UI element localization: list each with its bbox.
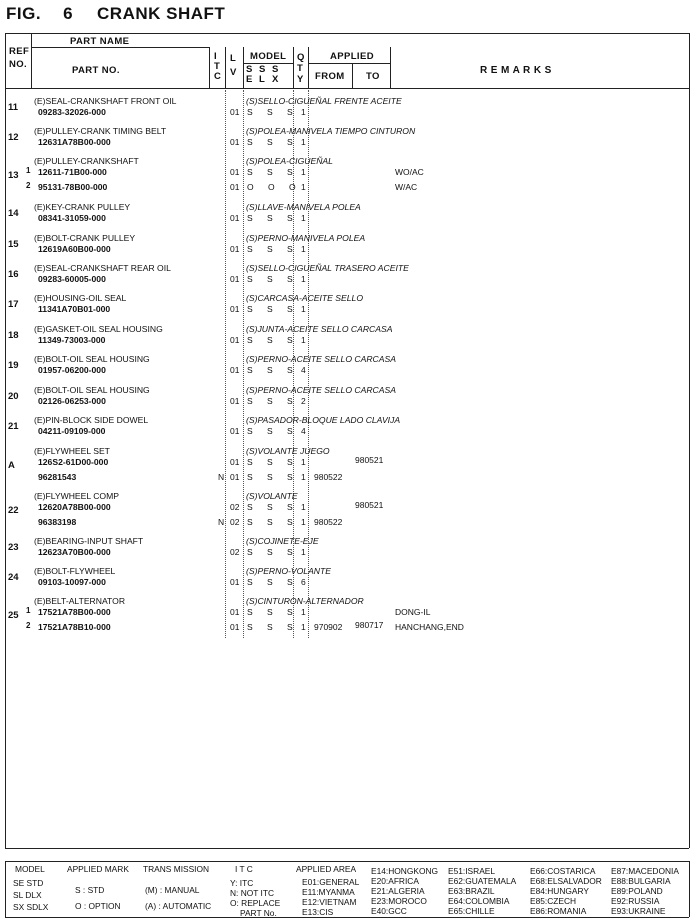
part-name: (E)SEAL-CRANKSHAFT REAR OIL — [34, 263, 171, 273]
quantity: 1 — [301, 457, 306, 467]
quantity: 1 — [301, 274, 306, 284]
part-name: (E)PULLEY-CRANKSHAFT — [34, 156, 139, 166]
quantity: 2 — [301, 396, 306, 406]
level-value: 01 — [230, 396, 240, 406]
model-applicability: S S S — [247, 472, 299, 482]
col-model-line — [243, 47, 244, 88]
header-itc: I T C — [214, 51, 222, 82]
ref-number: 15 — [8, 239, 19, 250]
level-value: 01 — [230, 304, 240, 314]
part-name: (E)BOLT-CRANK PULLEY — [34, 233, 136, 243]
body-guide-applied — [308, 90, 309, 638]
header-model: MODEL — [250, 51, 287, 62]
model-applicability: S S S — [247, 213, 299, 223]
quantity: 1 — [301, 547, 306, 557]
quantity: 1 — [301, 182, 306, 192]
fig-number: 6 — [63, 4, 74, 23]
col-lv-line — [225, 47, 226, 88]
sub-index: 1 — [26, 166, 31, 175]
level-value: 02 — [230, 517, 240, 527]
model-applicability: S S S — [247, 335, 299, 345]
ref-number: 11 — [8, 102, 19, 113]
part-name: (E)HOUSING-OIL SEAL — [34, 293, 127, 303]
part-name: (E)BEARING-INPUT SHAFT — [34, 536, 144, 546]
part-description-es: (S)PERNO-ACEITE SELLO CARCASA — [246, 385, 396, 395]
part-number: 96281543 — [38, 472, 77, 482]
part-name: (E)FLYWHEEL SET — [34, 446, 110, 456]
part-description-es: (S)LLAVE-MANIVELA POLEA — [246, 202, 361, 212]
header-bottom-border — [5, 88, 689, 89]
part-number: 11349-73003-000 — [38, 335, 106, 345]
header-part-no: PART NO. — [72, 65, 120, 76]
level-value: 01 — [230, 622, 240, 632]
part-description-es: (S)SELLO-CIGUEÑAL FRENTE ACEITE — [246, 96, 402, 106]
ref-number: 22 — [8, 505, 19, 516]
footer-head-itc: I T C — [235, 864, 253, 874]
itc-flag: N — [218, 517, 225, 527]
remark: W/AC — [395, 182, 418, 192]
ref-number: 25 — [8, 610, 19, 621]
footer-head-applied-mark: APPLIED MARK — [67, 864, 129, 874]
ref-number: 18 — [8, 330, 19, 341]
header-model-sub: S E S L S X — [246, 64, 279, 85]
quantity: 1 — [301, 502, 306, 512]
applied-to: 980521 — [355, 455, 384, 465]
model-applicability: S S S — [247, 547, 299, 557]
body-guide-lv — [225, 90, 226, 638]
model-applicability: S S S — [247, 107, 299, 117]
footer-areas-1: E01:GENERAL E11:MYANMA E12:VIETNAM E13:CIS — [302, 877, 360, 917]
level-value: 01 — [230, 607, 240, 617]
level-value: 02 — [230, 502, 240, 512]
footer-itc: Y: ITC N: NOT ITC O: REPLACE PART No. — [230, 878, 281, 918]
model-applicability: O O O — [247, 182, 302, 192]
quantity: 1 — [301, 607, 306, 617]
footer-areas-2: E14:HONGKONG E20:AFRICA E21:ALGERIA E23:MOROCO E40:GCC — [371, 866, 439, 916]
quantity: 1 — [301, 137, 306, 147]
model-applicability: S S S — [247, 304, 299, 314]
model-applicability: S S S — [247, 607, 299, 617]
ref-number: 17 — [8, 299, 19, 310]
footer-head-area: APPLIED AREA — [296, 864, 357, 874]
part-name: (E)GASKET-OIL SEAL HOUSING — [34, 324, 163, 334]
footer-marks: S : STD O : OPTION — [75, 885, 121, 911]
footer-bottom-border — [5, 917, 689, 918]
remark: HANCHANG,END — [395, 622, 464, 632]
part-number: 08341-31059-000 — [38, 213, 106, 223]
model-applicability: S S S — [247, 622, 299, 632]
quantity: 1 — [301, 622, 306, 632]
part-description-es: (S)VOLANTE — [246, 491, 298, 501]
part-description-es: (S)CARCASA-ACEITE SELLO — [246, 293, 363, 303]
part-number: 04211-09109-000 — [38, 426, 106, 436]
part-number: 12619A60B00-000 — [38, 244, 111, 254]
model-applicability: S S S — [247, 365, 299, 375]
header-ref: REF — [9, 46, 30, 57]
fig-title: CRANK SHAFT — [97, 4, 226, 23]
quantity: 4 — [301, 365, 306, 375]
part-description-es: (S)PERNO-MANIVELA POLEA — [246, 233, 366, 243]
part-number: 126S2-61D00-000 — [38, 457, 109, 467]
header-applied: APPLIED — [330, 51, 374, 62]
applied-to: 980717 — [355, 620, 384, 630]
part-name: (E)KEY-CRANK PULLEY — [34, 202, 131, 212]
ref-number: 14 — [8, 208, 19, 219]
part-number: 11341A70B01-000 — [38, 304, 111, 314]
part-number: 09283-32026-000 — [38, 107, 106, 117]
footer-right-border — [689, 861, 690, 917]
level-value: 02 — [230, 547, 240, 557]
model-applicability: S S S — [247, 137, 299, 147]
footer-head-model: MODEL — [15, 864, 45, 874]
part-name: (E)PIN-BLOCK SIDE DOWEL — [34, 415, 149, 425]
part-description-es: (S)SELLO-CIGUEÑAL TRASERO ACEITE — [246, 263, 409, 273]
part-number: 12611-71B00-000 — [38, 167, 107, 177]
footer-areas-4: E66:COSTARICA E68:ELSALVADOR E84:HUNGARY E85:CZECH E86:ROMANIA — [530, 866, 602, 916]
header-lv: L V — [230, 53, 237, 78]
quantity: 1 — [301, 244, 306, 254]
part-description-es: (S)CINTURON-ALTERNADOR — [246, 596, 364, 606]
model-applicability: S S S — [247, 274, 299, 284]
model-applicability: S S S — [247, 517, 299, 527]
footer-trans: (M) : MANUAL (A) : AUTOMATIC — [145, 885, 212, 911]
header-from: FROM — [315, 71, 345, 82]
part-number: 09103-10097-000 — [38, 577, 106, 587]
header-remarks: R E M A R K S — [480, 65, 552, 76]
applied-from: 980522 — [314, 517, 343, 527]
table-right-border — [689, 33, 690, 848]
part-number: 17521A78B00-000 — [38, 607, 111, 617]
quantity: 1 — [301, 335, 306, 345]
col-ref-line — [31, 33, 32, 88]
ref-number: 16 — [8, 269, 19, 280]
model-applicability: S S S — [247, 502, 299, 512]
level-value: 01 — [230, 472, 240, 482]
itc-flag: N — [218, 472, 225, 482]
ref-number: 24 — [8, 572, 19, 583]
quantity: 6 — [301, 577, 306, 587]
header-no: NO. — [9, 59, 28, 70]
footer-left-border — [5, 861, 6, 917]
part-number: 12631A78B00-000 — [38, 137, 111, 147]
header-to: TO — [366, 71, 380, 82]
footer-top-border — [5, 861, 689, 862]
part-name: (E)BOLT-OIL SEAL HOUSING — [34, 385, 150, 395]
part-number: 02126-06253-000 — [38, 396, 106, 406]
page-title — [6, 4, 225, 24]
col-itc-line — [209, 47, 210, 88]
footer-areas-3: E51:ISRAEL E62:GUATEMALA E63:BRAZIL E64:COLOMBIA E65:CHILLE — [448, 866, 517, 916]
part-description-es: (S)PASADOR-BLOQUE LADO CLAVIJA — [246, 415, 401, 425]
footer-areas-5: E87:MACEDONIA E88:BULGARIA E89:POLAND E92:RUSSIA E93:UKRAINE — [611, 866, 679, 916]
table-top-border — [5, 33, 689, 34]
level-value: 01 — [230, 182, 240, 192]
ref-number: 19 — [8, 360, 19, 371]
quantity: 1 — [301, 167, 306, 177]
table-bottom-border — [5, 848, 689, 849]
ref-number: A — [8, 460, 15, 471]
part-name: (E)BOLT-OIL SEAL HOUSING — [34, 354, 150, 364]
level-value: 01 — [230, 335, 240, 345]
part-description-es: (S)VOLANTE JUEGO — [246, 446, 330, 456]
level-value: 01 — [230, 365, 240, 375]
partname-divider — [31, 47, 209, 48]
part-number: 12623A70B00-000 — [38, 547, 111, 557]
part-description-es: (S)JUNTA-ACEITE SELLO CARCASA — [246, 324, 393, 334]
sub-index: 1 — [26, 606, 31, 615]
part-name: (E)BOLT-FLYWHEEL — [34, 566, 116, 576]
part-number: 95131-78B00-000 — [38, 182, 108, 192]
model-applicability: S S S — [247, 577, 299, 587]
level-value: 01 — [230, 167, 240, 177]
part-number: 17521A78B10-000 — [38, 622, 111, 632]
table-left-border — [5, 33, 6, 848]
body-guide-model — [243, 90, 244, 638]
col-remarks-line — [390, 47, 391, 88]
model-applicability: S S S — [247, 244, 299, 254]
part-description-es: (S)POLEA-CIGUEÑAL — [246, 156, 333, 166]
model-applicability: S S S — [247, 167, 299, 177]
applied-to: 980521 — [355, 500, 384, 510]
part-number: 96383198 — [38, 517, 77, 527]
col-qty-line — [293, 47, 294, 88]
level-value: 01 — [230, 244, 240, 254]
model-applicability: S S S — [247, 396, 299, 406]
header-qty: Q T Y — [297, 52, 305, 85]
level-value: 01 — [230, 457, 240, 467]
ref-number: 21 — [8, 421, 19, 432]
level-value: 01 — [230, 107, 240, 117]
part-name: (E)FLYWHEEL COMP — [34, 491, 119, 501]
quantity: 1 — [301, 213, 306, 223]
part-description-es: (S)POLEA-MANIVELA TIEMPO CINTURON — [246, 126, 416, 136]
part-name: (E)SEAL-CRANKSHAFT FRONT OIL — [34, 96, 177, 106]
footer-head-trans: TRANS MISSION — [143, 864, 210, 874]
quantity: 1 — [301, 107, 306, 117]
quantity: 1 — [301, 304, 306, 314]
sub-index: 2 — [26, 181, 31, 190]
applied-from: 980522 — [314, 472, 343, 482]
sub-index: 2 — [26, 621, 31, 630]
col-applied-line — [308, 47, 309, 88]
quantity: 4 — [301, 426, 306, 436]
part-description-es: (S)PERNO-ACEITE SELLO CARCASA — [246, 354, 396, 364]
part-name: (E)BELT-ALTERNATOR — [34, 596, 126, 606]
ref-number: 12 — [8, 132, 19, 143]
level-value: 01 — [230, 137, 240, 147]
model-applicability: S S S — [247, 457, 299, 467]
part-description-es: (S)COJINETE-EJE — [246, 536, 319, 546]
part-number: 09283-60005-000 — [38, 274, 106, 284]
ref-number: 20 — [8, 391, 19, 402]
quantity: 1 — [301, 517, 306, 527]
remark: WO/AC — [395, 167, 424, 177]
header-part-name: PART NAME — [70, 36, 130, 47]
applied-divider — [308, 63, 390, 64]
part-description-es: (S)PERNO-VOLANTE — [246, 566, 331, 576]
model-applicability: S S S — [247, 426, 299, 436]
ref-number: 23 — [8, 542, 19, 553]
ref-number: 13 — [8, 170, 19, 181]
level-value: 01 — [230, 577, 240, 587]
col-to-line — [352, 63, 353, 88]
part-name: (E)PULLEY-CRANK TIMING BELT — [34, 126, 167, 136]
level-value: 01 — [230, 426, 240, 436]
applied-from: 970902 — [314, 622, 343, 632]
fig-label: FIG. — [6, 4, 42, 23]
quantity: 1 — [301, 472, 306, 482]
footer-models: SE STD SL DLX SX SDLX — [13, 878, 49, 912]
part-number: 01957-06200-000 — [38, 365, 106, 375]
level-value: 01 — [230, 213, 240, 223]
part-number: 12620A78B00-000 — [38, 502, 111, 512]
level-value: 01 — [230, 274, 240, 284]
remark: DONG-IL — [395, 607, 431, 617]
